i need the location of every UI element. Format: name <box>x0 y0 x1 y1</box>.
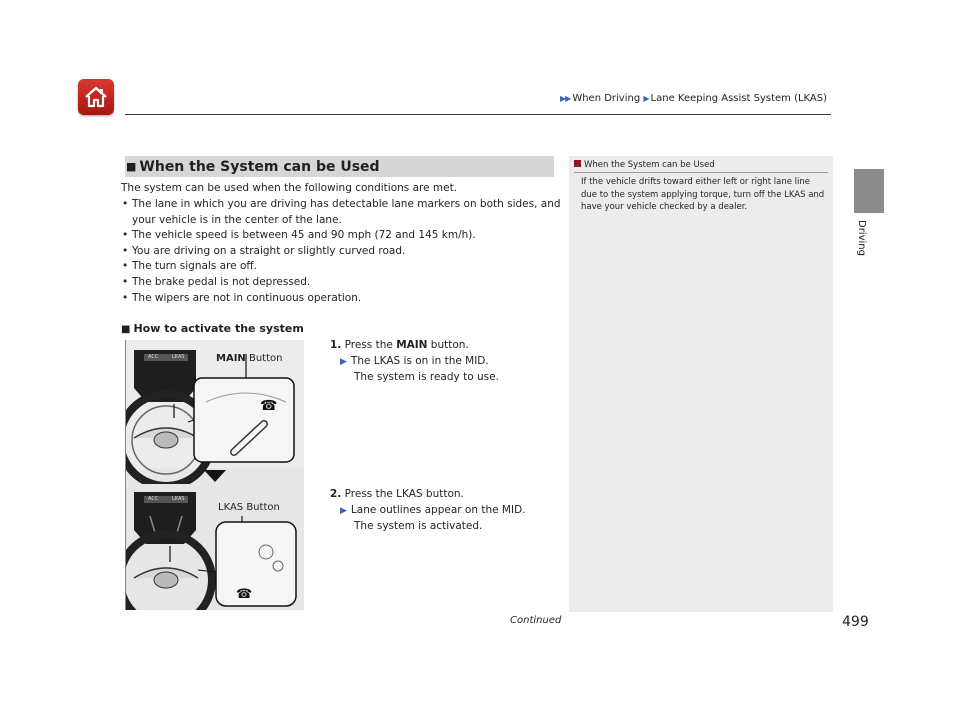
section-square-icon: ■ <box>126 160 137 173</box>
home-button[interactable] <box>78 79 114 115</box>
svg-text:☎: ☎ <box>236 587 253 602</box>
step-result: The system is activated. <box>354 520 483 533</box>
lkas-button-label: LKAS Button <box>218 502 280 513</box>
list-item: • The wipers are not in continuous operation. <box>121 291 561 307</box>
main-button-label-rest: Button <box>245 353 283 364</box>
subsection-square-icon: ■ <box>121 324 131 335</box>
sidenote-title <box>574 160 715 170</box>
step-text: button. <box>427 339 469 351</box>
main-button-label <box>216 353 282 364</box>
step-text: Press the <box>344 339 397 351</box>
step-button-name: MAIN <box>396 339 428 351</box>
step-2 <box>330 487 560 535</box>
list-item: • The turn signals are off. <box>121 259 561 275</box>
svg-text:☎: ☎ <box>260 398 278 414</box>
steering-wheel-drawing <box>126 340 304 610</box>
header-divider <box>125 114 831 115</box>
continued-label: Continued <box>510 615 562 626</box>
list-item: • The brake pedal is not depressed. <box>121 275 561 291</box>
step-1 <box>330 338 560 386</box>
mid-screen-label: ACC <box>148 496 159 502</box>
breadcrumb-item-when-driving[interactable]: When Driving <box>572 93 641 104</box>
home-icon <box>82 83 110 111</box>
breadcrumb-arrow-icon: ▶ <box>643 94 649 103</box>
step-result: The LKAS is on in the MID. <box>350 354 489 367</box>
breadcrumb-arrow-icon: ▶▶ <box>560 94 571 103</box>
sidenote-title-text: When the System can be Used <box>584 160 715 170</box>
steering-wheel-illustration <box>125 340 304 610</box>
step-number: 1. <box>330 339 342 351</box>
step-number: 2. <box>330 488 342 500</box>
step-result: Lane outlines appear on the MID. <box>350 503 526 516</box>
list-item: • You are driving on a straight or slightly curved road. <box>121 244 561 260</box>
section-title: When the System can be Used <box>139 159 380 175</box>
sidenote-divider <box>574 172 828 173</box>
intro-text: The system can be used when the following conditions are met. <box>121 182 458 194</box>
breadcrumb <box>560 93 827 104</box>
chapter-tab-label: Driving <box>856 220 867 256</box>
page-number: 499 <box>842 614 869 630</box>
list-item: • The vehicle speed is between 45 and 90 mph (72 and 145 km/h). <box>121 228 561 244</box>
step-result: The system is ready to use. <box>354 371 499 384</box>
mid-screen-label: LKAS <box>172 354 185 360</box>
breadcrumb-item-lkas[interactable]: Lane Keeping Assist System (LKAS) <box>650 93 828 104</box>
chapter-tab[interactable] <box>854 169 884 213</box>
result-arrow-icon: ▶ <box>340 356 347 367</box>
list-item: • The lane in which you are driving has detectable lane markers on both sides, and your vehicle is in the center of the lane. <box>121 197 561 228</box>
step-text: Press the LKAS button. <box>344 488 464 500</box>
sidenote-body: If the vehicle drifts toward either left or right lane line due to the system applying torque, turn off the LKAS and have your vehicle checked by a dealer. <box>581 177 825 213</box>
main-button-label-bold: MAIN <box>216 353 246 364</box>
section-heading <box>125 156 554 177</box>
subsection-title: How to activate the system <box>133 322 304 335</box>
result-arrow-icon: ▶ <box>340 505 347 516</box>
mid-screen-label: LKAS <box>172 496 185 502</box>
subsection-heading <box>121 322 304 335</box>
sidenote-panel <box>569 156 833 612</box>
mid-screen-label: ACC <box>148 354 159 360</box>
note-marker-icon <box>574 160 581 167</box>
condition-list <box>121 197 561 306</box>
